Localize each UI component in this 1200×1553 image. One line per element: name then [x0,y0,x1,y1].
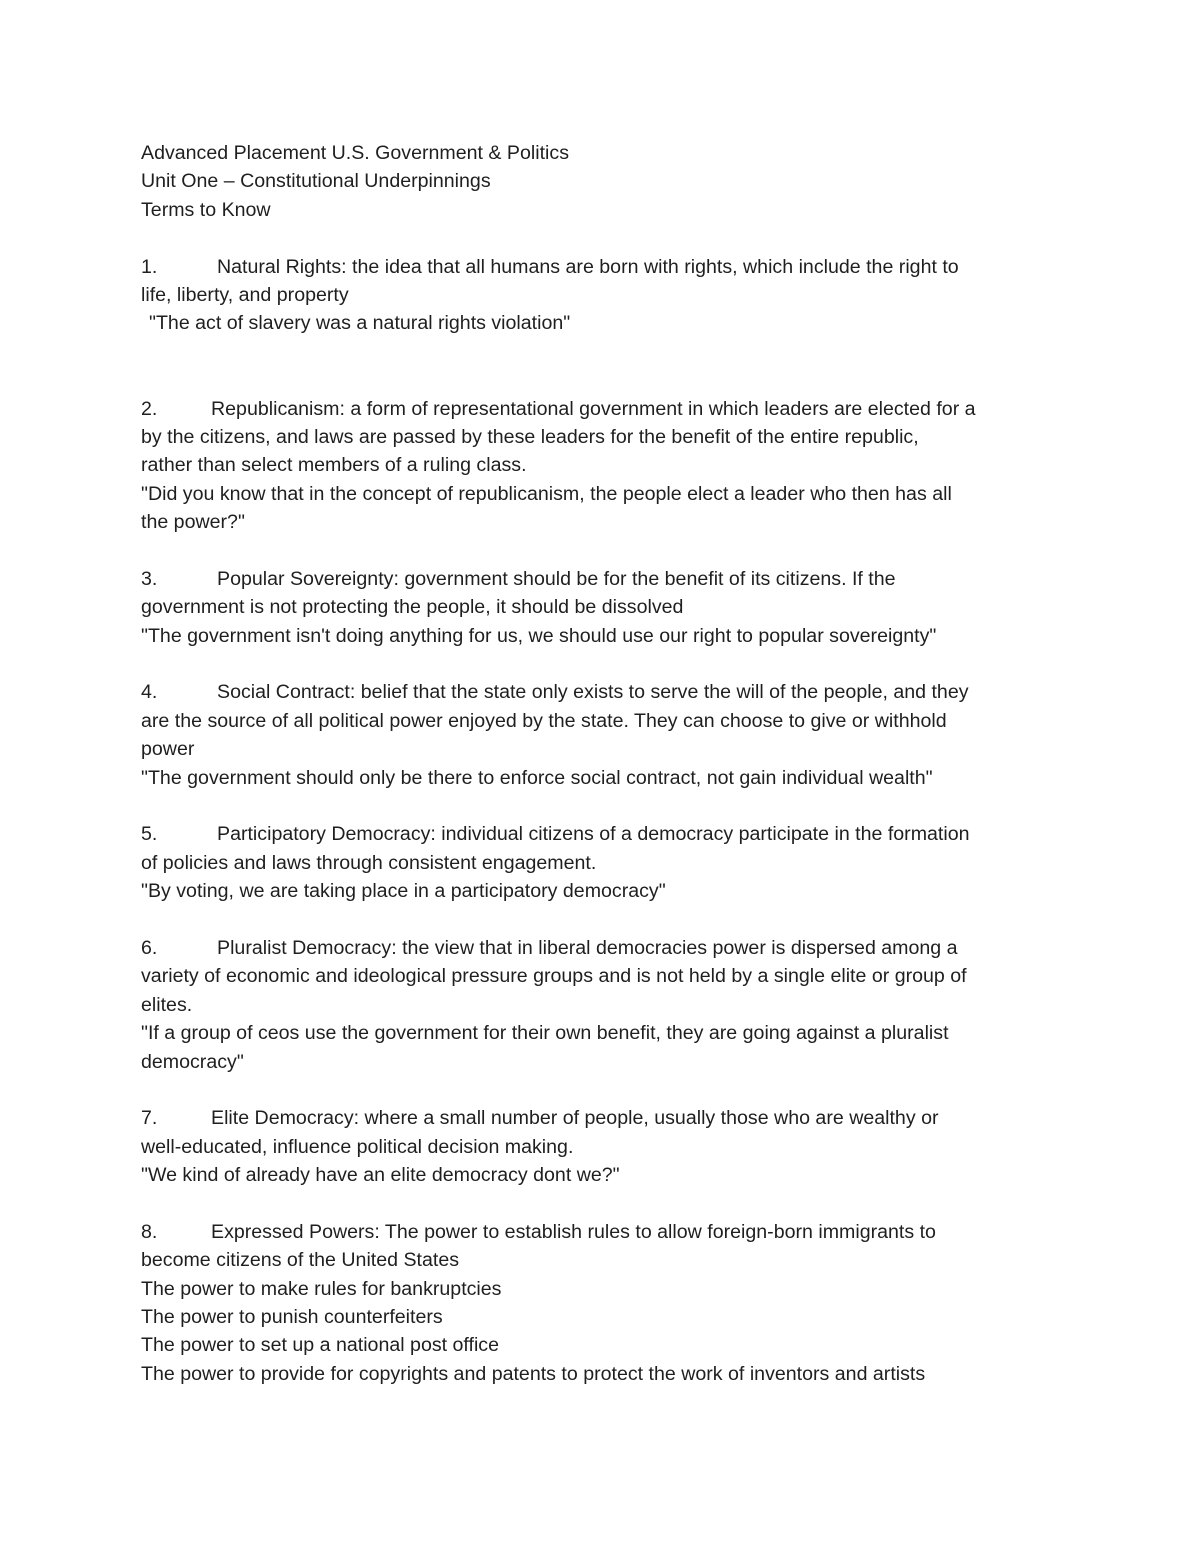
term-entry [141,1218,1071,1388]
spacer [141,1076,1071,1104]
term-definition-line: The power to punish counterfeiters [141,1306,443,1329]
spacer [141,906,1071,934]
term-definition-first-line [141,395,1071,423]
term-number: 7. [141,1107,158,1130]
term-number: 8. [141,1220,158,1243]
term-example-line: "The government isn't doing anything for us, we should use our right to popular sovereignty" [141,624,937,647]
term-definition-first-line [141,934,1071,962]
term-definition-line: variety of economic and ideological pressure groups and is not held by a single elite or group of [141,965,967,988]
term-entry [141,395,1071,565]
spacer [141,366,1071,394]
term-definition-line: become citizens of the United States [141,1249,460,1272]
term-definition-line: life, liberty, and property [141,283,349,306]
spacer [141,650,1071,678]
term-number: 4. [141,681,158,704]
term-definition-first-line [141,1218,1071,1246]
terms-list [141,253,1071,1389]
term-definition-first-line [141,678,1071,706]
term-example-line: democracy" [141,1050,244,1073]
term-definition-text: Republicanism: a form of representational government in which leaders are elected for a [211,397,976,420]
course-title: Advanced Placement U.S. Government & Politics [141,142,569,164]
term-example-line: "We kind of already have an elite democracy dont we?" [141,1164,620,1187]
term-example-line: the power?" [141,511,245,534]
term-definition-first-line [141,820,1071,848]
term-number: 2. [141,397,158,420]
term-example-line: "The act of slavery was a natural rights violation" [149,312,571,335]
term-example-line: "The government should only be there to enforce social contract, not gain individual wealth" [141,766,933,789]
term-definition-line: The power to set up a national post office [141,1334,499,1357]
spacer [141,224,1071,252]
term-definition-line: The power to provide for copyrights and patents to protect the work of inventors and artists [141,1362,926,1385]
term-definition-line: power [141,738,195,761]
term-definition-first-line [141,565,1071,593]
term-entry [141,253,1071,395]
term-example-line: "By voting, we are taking place in a participatory democracy" [141,880,666,903]
term-number: 5. [141,823,158,846]
term-definition-line: by the citizens, and laws are passed by these leaders for the benefit of the entire republic, [141,425,919,448]
term-definition-line: rather than select members of a ruling class. [141,454,527,477]
spacer [141,338,1071,366]
unit-title: Unit One – Constitutional Underpinnings [141,170,491,193]
term-entry [141,1104,1071,1218]
term-definition-text: Participatory Democracy: individual citizens of a democracy participate in the formation [217,823,970,846]
term-entry [141,678,1071,820]
term-example-line: "Did you know that in the concept of republicanism, the people elect a leader who then has all [141,482,952,505]
term-definition-text: Pluralist Democracy: the view that in liberal democracies power is dispersed among a [217,936,958,959]
term-entry [141,934,1071,1104]
spacer [141,1189,1071,1217]
term-number: 3. [141,567,158,590]
term-definition-text: Popular Sovereignty: government should be for the benefit of its citizens. If the [217,567,896,590]
term-definition-first-line [141,1104,1071,1132]
spacer [141,792,1071,820]
term-definition-line: of policies and laws through consistent engagement. [141,851,597,874]
term-definition-text: Natural Rights: the idea that all humans are born with rights, which include the right to [217,255,959,278]
term-definition-first-line [141,253,1071,281]
term-definition-text: Expressed Powers: The power to establish rules to allow foreign-born immigrants to [211,1220,936,1243]
term-definition-line: government is not protecting the people, it should be dissolved [141,596,684,619]
term-definition-line: The power to make rules for bankruptcies [141,1277,502,1300]
term-number: 6. [141,936,158,959]
term-entry [141,820,1071,934]
term-entry [141,565,1071,679]
term-definition-line: are the source of all political power enjoyed by the state. They can choose to give or withhold [141,709,947,732]
section-heading: Terms to Know [141,198,271,221]
term-definition-text: Social Contract: belief that the state only exists to serve the will of the people, and they [217,681,969,704]
term-number: 1. [141,255,158,278]
term-definition-text: Elite Democracy: where a small number of people, usually those who are wealthy or [211,1107,939,1130]
document-page [141,139,1071,1388]
term-definition-line: well-educated, influence political decision making. [141,1135,574,1158]
spacer [141,536,1071,564]
term-example-line: "If a group of ceos use the government for their own benefit, they are going against a pluralist [141,1022,949,1045]
term-definition-line: elites. [141,993,193,1016]
